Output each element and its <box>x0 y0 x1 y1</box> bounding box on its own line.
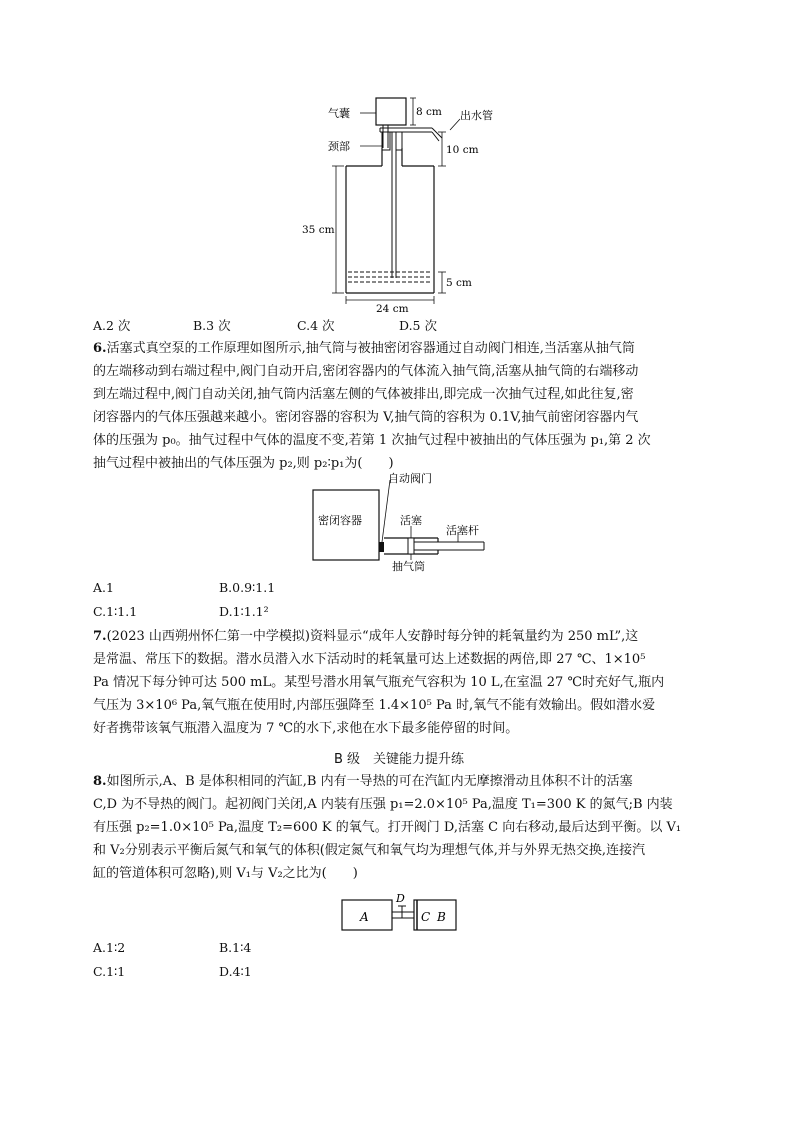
valve-block <box>379 542 384 552</box>
dim-35cm: 35 cm <box>302 224 335 236</box>
q7-line-4: 气压为 3×10⁶ Pa,氧气瓶在使用时,内部压强降至 1.4×10⁵ Pa 时,氧气不能有效输出。假如潜水爱 <box>93 698 656 713</box>
q7-line-3: Pa 情况下每分钟可达 500 mL。某型号潜水用氧气瓶充气容积为 10 L,在室温 27 ℃时充好气,瓶内 <box>93 675 665 690</box>
fig-label-a: A <box>360 910 369 924</box>
section-heading-b: B 级 关键能力提升练 <box>333 752 465 767</box>
fig-label-valve: 自动阀门 <box>388 472 432 485</box>
fig-label-c: C <box>421 910 431 924</box>
label-airbag: 气囊 <box>328 107 350 120</box>
q7-number: 7. <box>93 629 107 644</box>
q6-line-3: 到左端过程中,阀门自动关闭,抽气筒内活塞左侧的气体被排出,即完成一次抽气过程,如此往复,密 <box>93 387 634 402</box>
q5-options <box>93 316 437 334</box>
q8-line-5: 缸的管道体积可忽略),则 V₁与 V₂之比为( ) <box>93 866 358 881</box>
q6-options-row-2 <box>93 604 269 619</box>
fig-label-cylinder: 抽气筒 <box>392 560 425 572</box>
q6-options-row-1 <box>93 580 275 595</box>
dim-10cm: 10 cm <box>446 144 479 156</box>
q6-option-c[interactable]: C.1∶1.1 <box>93 604 138 619</box>
q8-option-a[interactable]: A.1∶2 <box>93 940 126 955</box>
figure-two-cylinders <box>340 890 460 932</box>
q6-line-5: 体的压强为 p₀。抽气过程中气体的温度不变,若第 1 次抽气过程中被抽出的气体压强为 p₁,第 2 次 <box>93 433 651 448</box>
q6-line-2: 的左端移动到右端过程中,阀门自动开启,密闭容器内的气体流入抽气筒,活塞从抽气筒的右端移动 <box>93 364 639 379</box>
q8-option-b[interactable]: B.1∶4 <box>219 940 252 955</box>
figure-airbag-bottle <box>300 88 500 320</box>
q7-line-5: 好者携带该氧气瓶潜入温度为 7 ℃的水下,求他在水下最多能停留的时间。 <box>93 721 519 736</box>
q8-option-c[interactable]: C.1∶1 <box>93 964 126 979</box>
fig-label-piston: 活塞 <box>400 514 422 527</box>
q6-line-6: 抽气过程中被抽出的气体压强为 p₂,则 p₂∶p₁为( ) <box>93 456 394 471</box>
q8-line-4: 和 V₂分别表示平衡后氮气和氧气的体积(假定氮气和氧气均为理想气体,并与外界无热交换,连接汽 <box>93 843 646 858</box>
dim-8cm: 8 cm <box>416 106 442 118</box>
q6-number: 6. <box>93 341 107 356</box>
q8-line-2: C,D 为不导热的阀门。起初阀门关闭,A 内装有压强 p₁=2.0×10⁵ Pa,温度 T₁=300 K 的氮气;B 内装 <box>93 797 673 812</box>
q6-option-b[interactable]: B.0.9∶1.1 <box>219 580 276 595</box>
q6-stem <box>93 337 705 475</box>
fig-label-container: 密闭容器 <box>318 514 362 527</box>
q8-number: 8. <box>93 774 107 789</box>
q7-line-1: (2023 山西朔州怀仁第一中学模拟)资料显示“成年人安静时每分钟的耗氧量约为 250 mL”,这 <box>106 629 639 644</box>
q8-options-row-1 <box>93 940 251 955</box>
q5-option-c[interactable]: C.4 次 <box>297 318 335 333</box>
fig-label-b: B <box>437 910 446 924</box>
q8-option-d[interactable]: D.4∶1 <box>219 964 252 979</box>
q8-line-1: 如图所示,A、B 是体积相同的汽缸,B 内有一导热的可在汽缸内无摩擦滑动且体积不计的活塞 <box>106 774 633 789</box>
q5-option-b[interactable]: B.3 次 <box>193 318 231 333</box>
piston-shape <box>408 538 414 554</box>
q6-option-a[interactable]: A.1 <box>93 580 114 595</box>
q5-option-d[interactable]: D.5 次 <box>399 318 437 333</box>
fig-label-d: D <box>396 892 405 905</box>
q7-stem <box>93 625 705 740</box>
label-neck: 颈部 <box>328 140 350 153</box>
airbag-shape <box>376 98 406 125</box>
q8-stem <box>93 770 705 885</box>
q7-line-2: 是常温、常压下的数据。潜水员潜入水下活动时的耗氧量可达上述数据的两倍,即 27 ℃、1×10⁵ <box>93 652 646 667</box>
dim-24cm: 24 cm <box>376 303 409 315</box>
fig-label-rod: 活塞杆 <box>446 524 479 537</box>
q5-option-a[interactable]: A.2 次 <box>93 318 131 333</box>
q6-line-4: 闭容器内的气体压强越来越小。密闭容器的容积为 V,抽气筒的容积为 0.1V,抽气前密闭容器内气 <box>93 410 639 425</box>
q8-line-3: 有压强 p₂=1.0×10⁵ Pa,温度 T₂=600 K 的氧气。打开阀门 D,活塞 C 向右移动,最后达到平衡。以 V₁ <box>93 820 682 835</box>
q8-options-row-2 <box>93 964 252 979</box>
q6-option-d[interactable]: D.1∶1.1² <box>219 604 269 619</box>
q6-line-1: 活塞式真空泵的工作原理如图所示,抽气筒与被抽密闭容器通过自动阀门相连,当活塞从抽气筒 <box>106 341 635 356</box>
label-outlet: 出水管 <box>460 109 493 122</box>
dim-5cm: 5 cm <box>446 277 472 289</box>
figure-vacuum-pump <box>308 468 498 572</box>
